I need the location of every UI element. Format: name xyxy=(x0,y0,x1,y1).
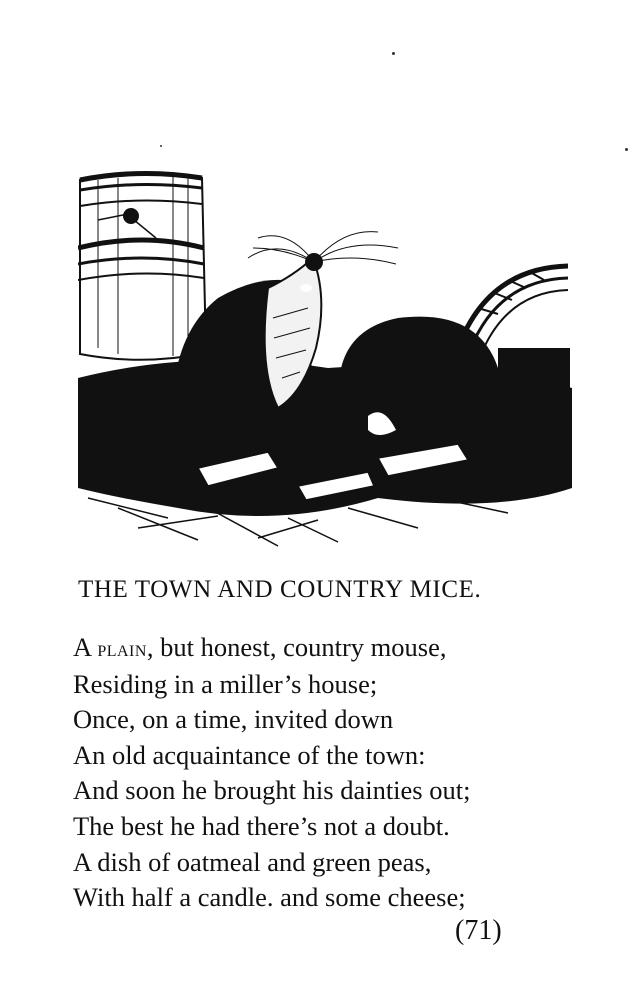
poem-line: Residing in a miller’s house; xyxy=(73,668,378,699)
page-number: (71) xyxy=(455,915,502,946)
poem-line: Once, on a time, invited down xyxy=(73,704,394,735)
poem-line: An old acquaintance of the town: xyxy=(73,739,426,770)
barrel xyxy=(78,173,206,359)
poem-line: A dish of oatmeal and green peas, xyxy=(73,846,432,877)
poem-line: The best he had there’s not a doubt. xyxy=(73,810,450,841)
poem-line xyxy=(73,630,470,667)
poem-line: And soon he brought his dainties out; xyxy=(73,775,471,806)
mice-illustration xyxy=(78,168,572,550)
poem-line: With half a candle. and some cheese; xyxy=(73,882,466,913)
mouse-right xyxy=(340,317,501,450)
whiskers xyxy=(248,232,398,264)
poem-first-word-small-caps: plain xyxy=(97,636,147,661)
poem-title: THE TOWN AND COUNTRY MICE. xyxy=(78,576,482,603)
poem-stanza xyxy=(73,630,470,916)
print-speck xyxy=(392,52,395,55)
print-speck xyxy=(625,148,628,151)
poem-first-word: A xyxy=(73,632,98,662)
poem-first-line-rest: , but honest, country mouse, xyxy=(146,632,447,662)
print-speck xyxy=(160,145,162,147)
